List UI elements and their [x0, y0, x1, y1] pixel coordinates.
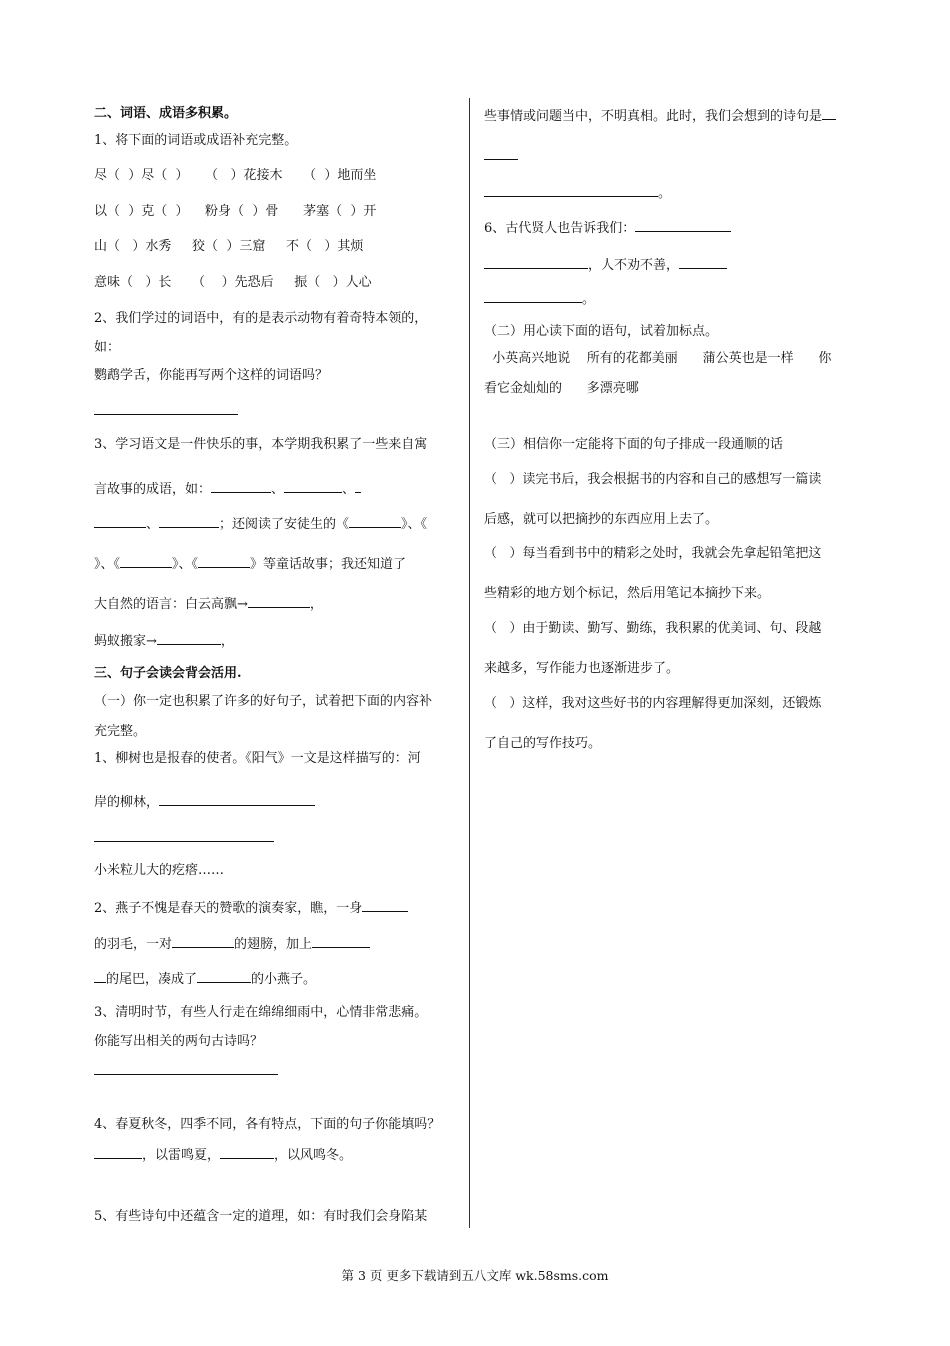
sentence-2-line-1: 2、燕子不愧是春天的赞歌的演奏家，瞧，一身	[94, 898, 408, 917]
order-item-3-line-1: （ ）由于勤读、勤写、勤练，我积累的优美词、句、段越	[484, 621, 822, 636]
question-3-line-4: 》、《 》、《 》等童话故事；我还知道了	[94, 554, 406, 573]
answer-blank[interactable]	[94, 1074, 278, 1075]
question-3-line-5: 大自然的语言：白云高飘→ ，	[94, 594, 323, 613]
sentence-1-line-3: 小米粒儿大的疙瘩……	[94, 863, 225, 878]
sentence-3-line-1: 3、清明时节，有些人行走在绵绵细雨中，心情非常悲痛。	[94, 1005, 428, 1020]
answer-blank[interactable]	[211, 479, 271, 493]
section-3-title: 三、句子会读会背会活用.	[94, 666, 242, 681]
answer-blank[interactable]	[312, 934, 370, 948]
sentence-1-line-2: 岸的柳林，	[94, 792, 315, 811]
sentence-3-line-2: 你能写出相关的两句古诗吗？	[94, 1034, 264, 1049]
sentence-2-line-3: 的尾巴，凑成了 的小燕子。	[94, 969, 316, 988]
part-2-title: （二）用心读下面的语句，试着加标点。	[484, 324, 719, 339]
sentence-6-line-1: 6、古代贤人也告诉我们：	[484, 218, 731, 237]
answer-blank[interactable]	[94, 414, 238, 415]
question-2-line-3: 鹦鹉学舌，你能再写两个这样的词语吗？	[94, 368, 329, 383]
page-footer: 第 3 页 更多下载请到五八文库 wk.58sms.com	[341, 1268, 609, 1283]
answer-blank[interactable]	[362, 898, 408, 912]
sentence-4-line-2: ，以雷鸣夏， ，以风鸣冬。	[94, 1145, 352, 1164]
answer-blank[interactable]	[484, 255, 588, 269]
answer-blank[interactable]	[120, 554, 172, 568]
idiom-row-3: 山（ ）水秀 狡（ ）三窟 不（ ）其烦	[94, 239, 364, 254]
answer-blank[interactable]	[159, 514, 219, 528]
answer-blank[interactable]	[484, 159, 518, 160]
idiom-row-4: 意味（ ）长 （ ）先恐后 振（ ）人心	[94, 275, 372, 290]
answer-blank[interactable]	[157, 631, 221, 645]
order-item-3-line-2: 来越多，写作能力也逐渐进步了。	[484, 661, 680, 676]
answer-blank[interactable]	[172, 934, 234, 948]
question-3-line-3: 、 ；还阅读了安徒生的《 》、《	[94, 514, 427, 533]
answer-blank[interactable]	[94, 1145, 142, 1159]
order-item-2-line-1: （ ）每当看到书中的精彩之处时，我就会先拿起铅笔把这	[484, 546, 822, 561]
answer-blank[interactable]	[198, 554, 250, 568]
answer-blank[interactable]	[94, 841, 274, 842]
sentence-1-line-1: 1、柳树也是报春的使者。《阳气》一文是这样描写的：河	[94, 751, 421, 766]
answer-blank[interactable]	[94, 514, 146, 528]
section-2-title: 二、词语、成语多积累。	[94, 106, 238, 121]
order-item-4-line-2: 了自己的写作技巧。	[484, 736, 602, 751]
answer-blank[interactable]	[220, 1145, 274, 1159]
order-item-4-line-1: （ ）这样，我对这些好书的内容理解得更加深刻，还锻炼	[484, 696, 822, 711]
question-1: 1、将下面的词语或成语补充完整。	[94, 133, 298, 148]
part-1-line-2: 充完整。	[94, 724, 147, 739]
order-item-1-line-1: （ ）读完书后，我会根据书的内容和自己的感想写一篇读	[484, 472, 822, 487]
sentence-5-cont-line-1: 些事情或问题当中，不明真相。此时，我们会想到的诗句是	[484, 106, 836, 125]
sentence-6-line-2: ，人不劝不善，	[484, 255, 727, 274]
answer-blank[interactable]	[635, 218, 731, 232]
sentence-2-line-2: 的羽毛，一对 的翅膀，加上	[94, 934, 370, 953]
sentence-5-line-1: 5、有些诗句中还蕴含一定的道理，如：有时我们会身陷某	[94, 1209, 428, 1224]
question-2-line-1: 2、我们学过的词语中，有的是表示动物有着奇特本领的，	[94, 311, 428, 326]
answer-blank[interactable]	[484, 183, 658, 197]
order-item-2-line-2: 些精彩的地方划个标记，然后用笔记本摘抄下来。	[484, 586, 771, 601]
answer-blank[interactable]	[679, 255, 727, 269]
answer-blank[interactable]	[248, 594, 310, 608]
part-2-line-1: 小英高兴地说 所有的花都美丽 蒲公英也是一样 你	[484, 351, 832, 366]
answer-blank[interactable]	[484, 289, 582, 303]
order-item-1-line-2: 后感，就可以把摘抄的东西应用上去了。	[484, 512, 719, 527]
answer-blank[interactable]	[284, 479, 342, 493]
answer-blank[interactable]	[159, 792, 315, 806]
sentence-6-line-3: 。	[484, 289, 595, 308]
answer-blank[interactable]	[349, 514, 401, 528]
idiom-row-2: 以（ ）克（ ） 粉身（ ）骨 茅塞（ ）开	[94, 204, 377, 219]
sentence-5-cont-line-3: 。	[484, 183, 671, 202]
question-3-line-6: 蚂蚁搬家→ ，	[94, 631, 234, 650]
part-3-title: （三）相信你一定能将下面的句子排成一段通顺的话	[484, 437, 784, 452]
part-1-line-1: （一）你一定也积累了许多的好句子，试着把下面的内容补	[94, 694, 433, 709]
answer-blank[interactable]	[355, 479, 361, 493]
answer-blank[interactable]	[822, 106, 836, 120]
question-3-line-2: 言故事的成语，如： 、 、	[94, 479, 361, 498]
question-2-line-2: 如：	[94, 340, 121, 355]
part-2-line-2: 看它金灿灿的 多漂亮哪	[484, 381, 639, 396]
question-3-line-1: 3、学习语文是一件快乐的事，本学期我积累了一些来自寓	[94, 437, 428, 452]
answer-blank[interactable]	[94, 969, 106, 983]
column-divider	[469, 98, 470, 1228]
sentence-4-line-1: 4、春夏秋冬，四季不同，各有特点，下面的句子你能填吗？	[94, 1117, 441, 1132]
answer-blank[interactable]	[197, 969, 251, 983]
idiom-row-1: 尽（ ）尽（ ） （ ）花接木 （ ）地而坐	[94, 168, 377, 183]
